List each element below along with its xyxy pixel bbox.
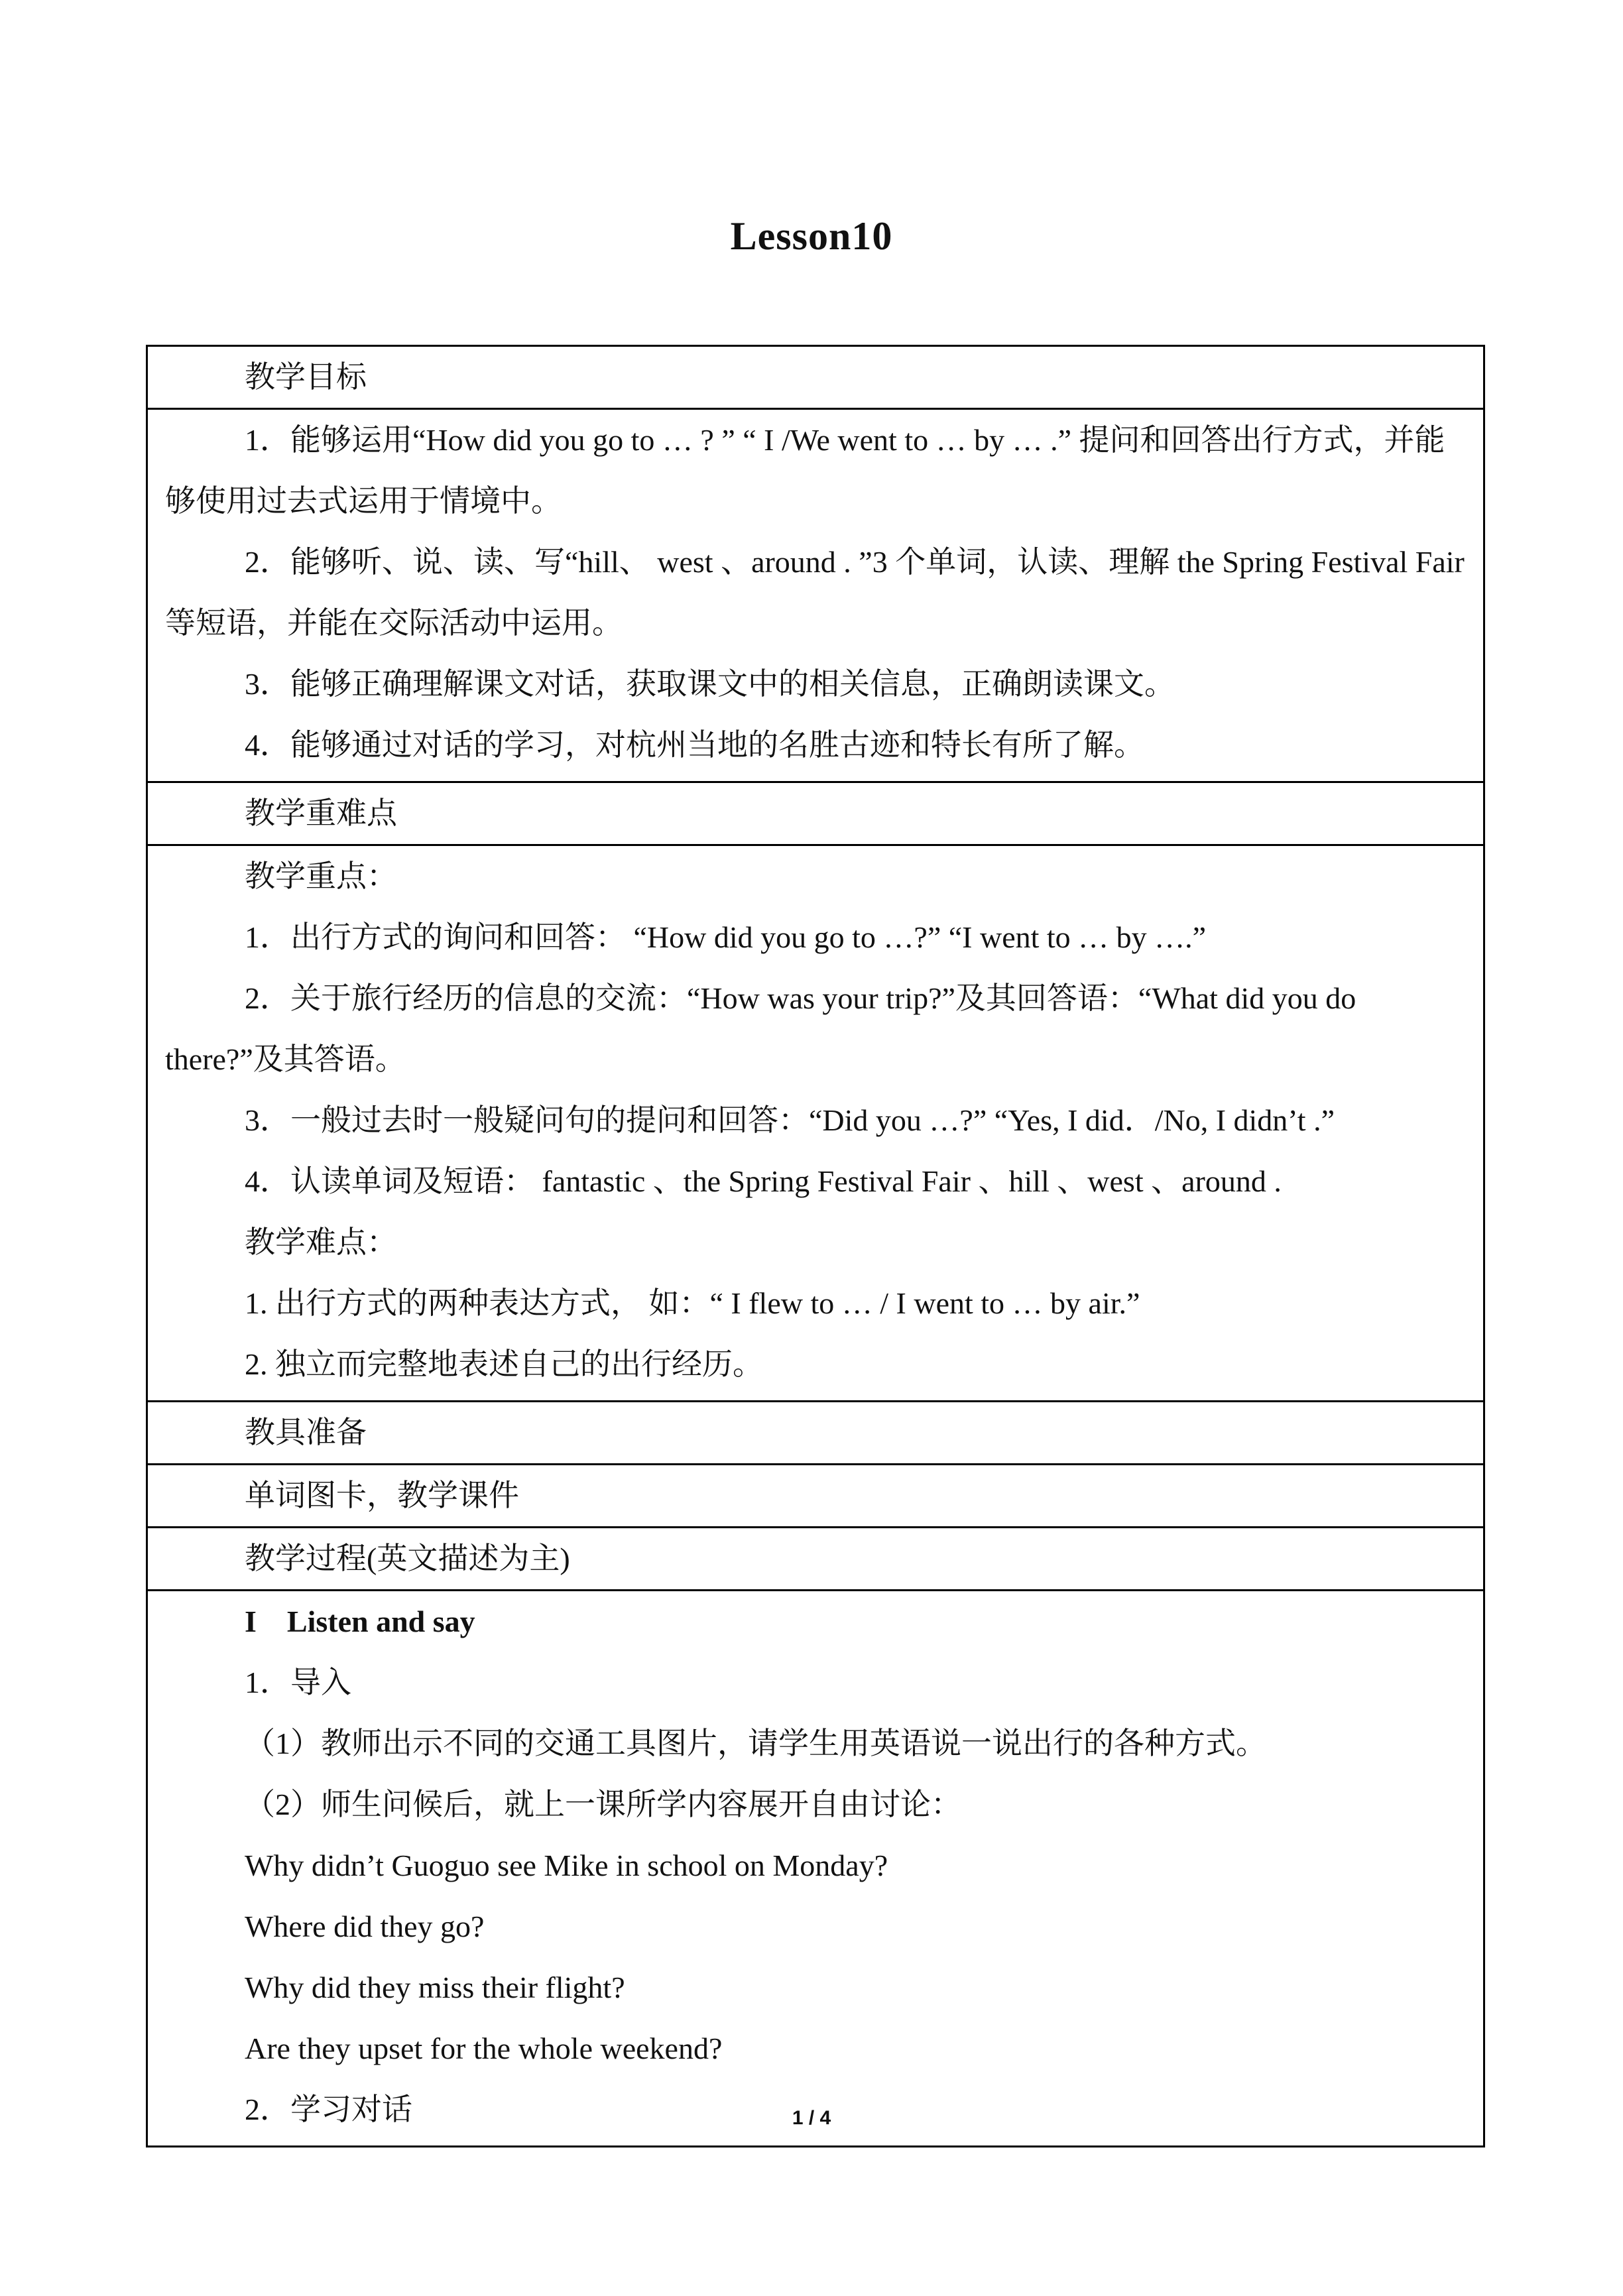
focus-label: 教学重点： <box>245 859 397 893</box>
focus-item: 4．认读单词及短语： fantastic 、the Spring Festival Fair 、hill 、west 、around . <box>245 1164 1282 1198</box>
materials-heading-row <box>147 1402 1484 1465</box>
page-indicator: 1 / 4 <box>792 2107 831 2129</box>
key-points-content-row <box>147 845 1484 1402</box>
objective-item: 3．能够正确理解课文对话，获取课文中的相关信息，正确朗读课文。 <box>245 667 1175 701</box>
process-heading: 教学过程(英文描述为主) <box>147 1528 1484 1591</box>
key-points-heading: 教学重难点 <box>147 782 1484 845</box>
objectives-heading: 教学目标 <box>147 346 1484 409</box>
discussion-question: Why didn’t Guoguo see Mike in school on Monday? <box>245 1848 888 1882</box>
process-content <box>147 1591 1484 2147</box>
process-heading-row <box>147 1528 1484 1591</box>
objectives-content <box>147 409 1484 782</box>
part-title: I Listen and say <box>245 1604 475 1638</box>
key-points-content <box>147 845 1484 1402</box>
materials-content-row <box>147 1465 1484 1528</box>
document-title: Lesson10 <box>730 214 893 258</box>
discussion-question: Why did they miss their flight? <box>245 1970 625 2004</box>
key-points-heading-row <box>147 782 1484 845</box>
objectives-content-row <box>147 409 1484 782</box>
objectives-heading-row <box>147 346 1484 409</box>
difficulty-item: 1. 出行方式的两种表达方式， 如：“ I flew to … / I went to … by air.” <box>245 1286 1140 1320</box>
materials-content: 单词图卡，教学课件 <box>147 1465 1484 1528</box>
discussion-question: Are they upset for the whole weekend? <box>245 2031 723 2065</box>
materials-heading: 教具准备 <box>147 1402 1484 1465</box>
objective-item: 1．能够运用“How did you go to … ? ” “ I /We went to … by … .” 提问和回答出行方式，并能够使用过去式运用于情境中。 <box>165 423 1445 518</box>
step-heading: 2．学习对话 <box>245 2092 412 2126</box>
step-heading: 1．导入 <box>245 1665 351 1699</box>
lesson-plan-table <box>146 345 1485 2147</box>
sub-step: （1）教师出示不同的交通工具图片，请学生用英语说一说出行的各种方式。 <box>245 1726 1266 1760</box>
objective-item: 2．能够听、说、读、写“hill、 west 、around . ”3 个单词，认读、理解 the Spring Festival Fair 等短语，并能在交际活动中运用。 <box>165 545 1465 640</box>
difficulty-item: 2. 独立而完整地表述自己的出行经历。 <box>245 1347 763 1381</box>
sub-step: （2）师生问候后，就上一课所学内容展开自由讨论： <box>245 1787 961 1821</box>
focus-item: 3．一般过去时一般疑问句的提问和回答：“Did you …?” “Yes, I did．/No, I didn’t .” <box>245 1103 1335 1137</box>
discussion-question: Where did they go? <box>245 1909 485 1943</box>
focus-item: 2．关于旅行经历的信息的交流：“How was your trip?”及其回答语：“What did you do there?”及其答语。 <box>165 981 1356 1076</box>
objective-item: 4．能够通过对话的学习，对杭州当地的名胜古迹和特长有所了解。 <box>245 728 1144 762</box>
process-content-row <box>147 1591 1484 2147</box>
focus-item: 1．出行方式的询问和回答： “How did you go to …?” “I went to … by ….” <box>245 920 1207 954</box>
difficulty-label: 教学难点： <box>245 1225 397 1259</box>
